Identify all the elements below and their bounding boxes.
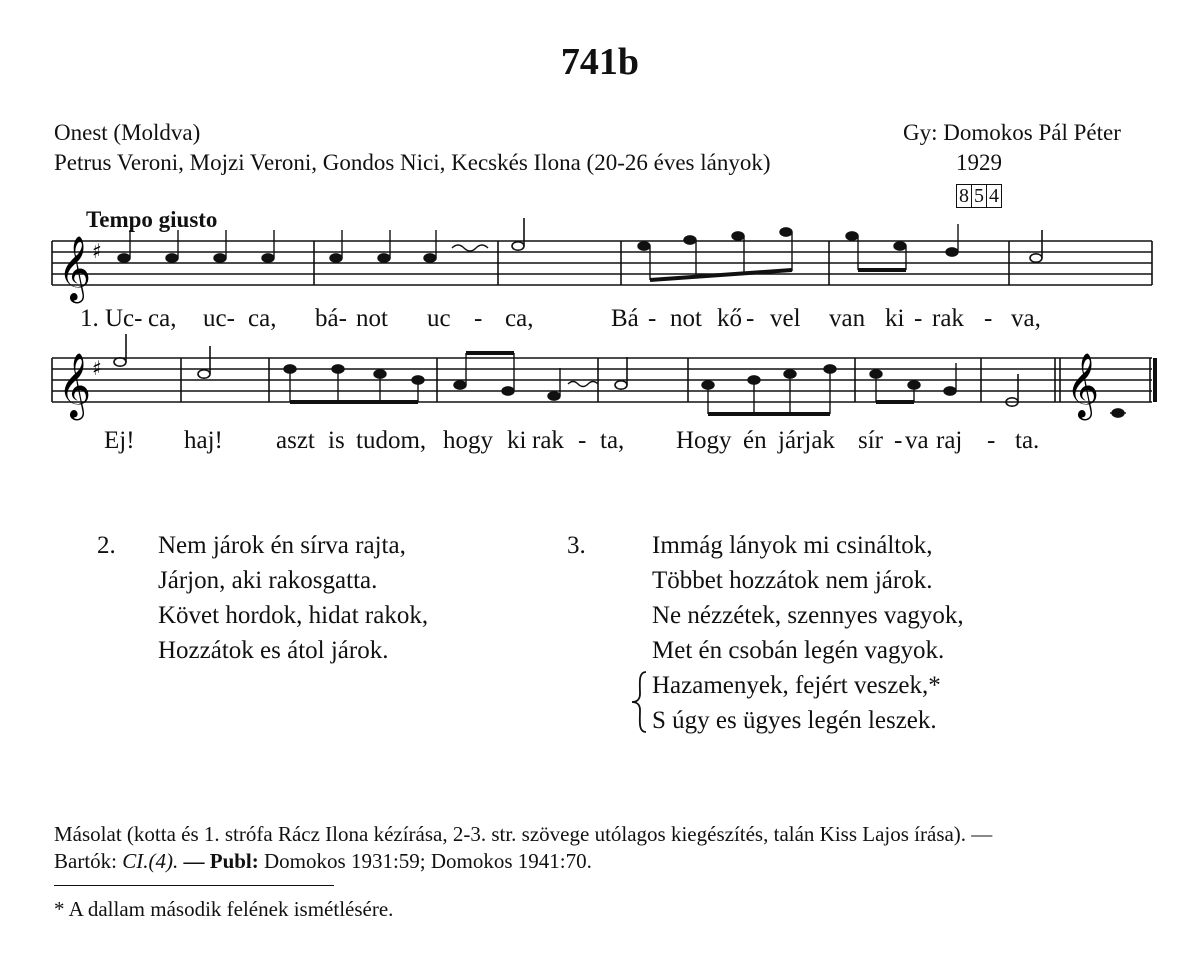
verse-line: Ne nézzétek, szennyes vagyok, — [652, 602, 964, 629]
lyric: 1. Uc- — [80, 305, 143, 332]
class-box: 8 — [956, 184, 972, 208]
lyric: van — [829, 305, 866, 332]
source-note: Másolat (kotta és 1. strófa Rácz Ilona kézírása, 2-3. str. szövege utólagos kiegészítés, talán Kiss Lajos írása). — — [54, 822, 993, 846]
sharp-icon: ♯ — [92, 356, 102, 380]
lyric: sír — [858, 427, 883, 454]
footnote-divider — [54, 885, 334, 886]
page-title: 741b — [560, 41, 640, 83]
class-box: 5 — [971, 184, 987, 208]
verse-line: Met én csobán legén vagyok. — [652, 637, 945, 664]
lyric: va, — [1011, 305, 1041, 332]
bartok-ref: CI.(4). — [122, 849, 179, 873]
lyric: ki — [885, 305, 905, 332]
music-notation — [0, 0, 1200, 480]
notes-m1 — [118, 230, 274, 262]
verse-number: 2. — [97, 532, 116, 559]
lyric: tudom, — [356, 427, 427, 454]
notes-s2 — [114, 334, 1018, 406]
lyric: kő — [717, 305, 742, 332]
lyric: - — [474, 305, 483, 332]
lyric: Ej! — [104, 427, 135, 454]
lyric: raj — [936, 427, 963, 454]
lyric: va — [905, 427, 929, 454]
verse-line: Hozzátok es átol járok. — [158, 637, 389, 664]
lyric: - — [578, 427, 587, 454]
lyric: not — [670, 305, 702, 332]
sharp-icon: ♯ — [92, 239, 102, 263]
lyric: is — [328, 427, 345, 454]
notes-m4 — [638, 228, 792, 280]
footnote: * A dallam második felének ismétlésére. — [54, 897, 394, 921]
verse-3 — [652, 528, 964, 738]
lyric: uc — [427, 305, 451, 332]
verse-line: Követ hordok, hidat rakok, — [158, 602, 429, 629]
notes-m3 — [512, 218, 524, 250]
verse-line: S úgy es ügyes legén leszek. — [652, 707, 937, 734]
lyric: ki — [507, 427, 527, 454]
lyric: ta, — [600, 427, 625, 454]
place-label: Onest (Moldva) — [54, 120, 201, 145]
verse-line: Immág lányok mi csináltok, — [652, 532, 933, 559]
lyric: - — [746, 305, 755, 332]
treble-clef-icon: 𝄞 — [58, 236, 92, 301]
lyric: járjak — [778, 427, 835, 454]
year-label: 1929 — [956, 150, 1002, 175]
tempo-marking: Tempo giusto — [86, 207, 218, 232]
lyric: Bá — [611, 305, 639, 332]
publ-label: Publ: — [209, 849, 259, 873]
lyric: ta. — [1015, 427, 1040, 454]
collector-label: Gy: Domokos Pál Péter — [903, 120, 1121, 145]
lyric: not — [356, 305, 388, 332]
lyric: rak — [532, 427, 564, 454]
verse-number: 3. — [567, 532, 586, 559]
lyric: - — [914, 305, 923, 332]
verse-line: Járjon, aki rakosgatta. — [158, 567, 378, 594]
class-box: 4 — [986, 184, 1002, 208]
notes-m6 — [1030, 230, 1042, 262]
bartok-prefix: Bartók: — [54, 849, 117, 873]
treble-clef-icon: 𝄞 — [58, 353, 92, 418]
lyric: Hogy — [676, 427, 732, 454]
lyric: - — [648, 305, 657, 332]
publication-note — [54, 849, 592, 874]
lyric: - — [984, 305, 993, 332]
lyric: hogy — [443, 427, 493, 454]
lyric: uc- — [203, 305, 235, 332]
notes-s2-filled — [284, 353, 1126, 417]
verse-line: Hazamenyek, fejért veszek,* — [652, 672, 941, 699]
staff-2 — [52, 358, 1152, 402]
performers-label: Petrus Veroni, Mojzi Veroni, Gondos Nici, Kecskés Ilona (20-26 éves lányok) — [54, 150, 771, 175]
lyric: vel — [770, 305, 801, 332]
verse-2 — [158, 528, 428, 668]
notes-m2 — [330, 230, 488, 262]
lyric: ca, — [148, 305, 177, 332]
lyric: ca, — [505, 305, 534, 332]
verse-line: Nem járok én sírva rajta, — [158, 532, 406, 559]
treble-clef-icon: 𝄞 — [1066, 353, 1100, 418]
publ-text: Domokos 1931:59; Domokos 1941:70. — [264, 849, 592, 873]
staff-1 — [52, 241, 1152, 285]
lyric: én — [743, 427, 767, 454]
lyric: rak — [932, 305, 964, 332]
lyric: aszt — [276, 427, 315, 454]
lyric: - — [894, 427, 903, 454]
lyric: bá- — [315, 305, 347, 332]
lyric: haj! — [184, 427, 223, 454]
publ-separator: — — [183, 849, 205, 873]
repeat-brace-icon — [630, 670, 650, 734]
lyric: ca, — [248, 305, 277, 332]
verse-line: Többet hozzátok nem járok. — [652, 567, 933, 594]
lyric: - — [987, 427, 996, 454]
